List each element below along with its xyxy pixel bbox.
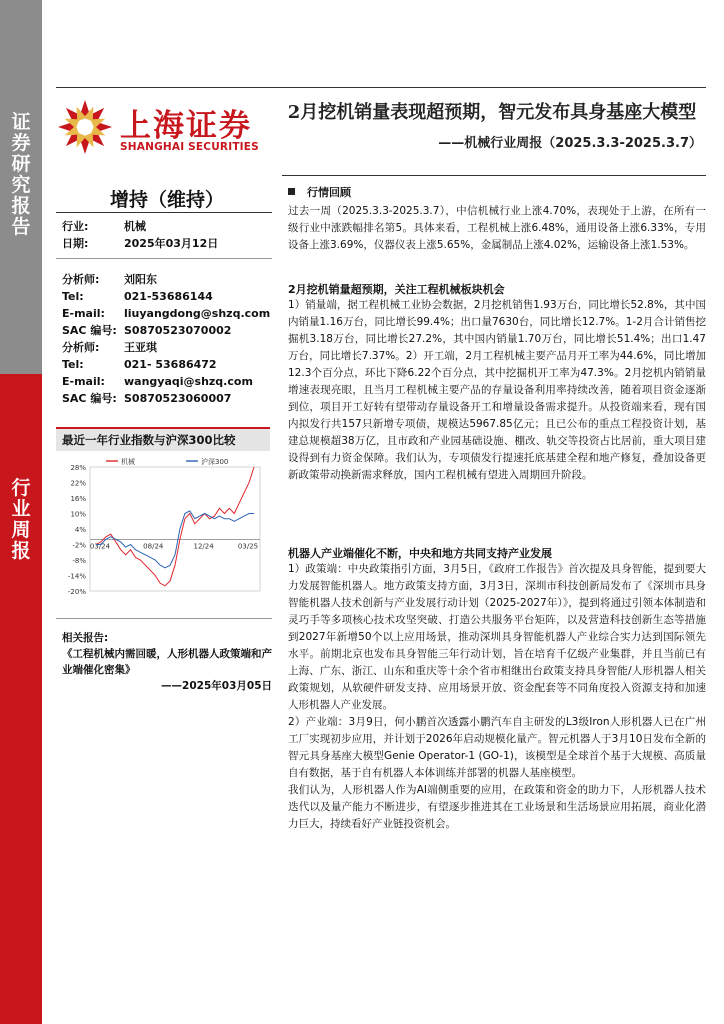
section-excavator-body: 1）销量端，据工程机械工业协会数据，2月挖机销售1.93万台，同比增长52.8%，其中国内销量1.16万台，同比增长99.4%；出口量7630台，同比增长12.7%。1-2月合计销售挖掘机3.18万台，同比增长27.2%，其中国内销量1.70万台，同比增长51.4%；出口1.47万台，同比增长7.37%。2）开工端，2月工程机械主要产品月开工率为44.6%，同比增加12.3个百分点，环比下降6.22个百分点，其中挖掘机开工率为47.3%。2月挖机内销销量增速表现亮眼，且当月工程机械主要产品的存量设备利用率持续改善，随着项目资金逐渐到位，项目开工好转有望带动存量设备开工和增量设备需求提升。从投资端来看，现有国内拟发行共157只新增专项债，规模达5967.85亿元；且已公布的重点工程投资计划，基建总规模超38万亿，且市政和产业园基础设施、棚改、轨交等投资占比居前，重大项目建设得到有力资金保障。我们认为，专项债发行提速托底基建全程和地产修复，叠加设备更新政策带动换新需求释放，国内工程机械有望进入周期回升阶段。 [288, 299, 706, 481]
chart-x-tick-label: 03/24 [89, 542, 111, 551]
chart-canvas [56, 453, 270, 609]
info-list [62, 218, 272, 252]
robot-conclusion-paragraph: 我们认为，人形机器人作为AI端侧重要的应用，在政策和资金的助力下，人形机器人技术迭代以及量产能力不断进步，有望逐步推进其在工业场景和生活场景应用拓展，商业化潜力巨大，持续看好产业链投资机会。 [288, 784, 706, 830]
chart-y-tick-label: -20% [67, 588, 86, 596]
chart-y-tick-label: 16% [70, 495, 86, 503]
title-underline [282, 175, 706, 176]
section-market-review-heading: 行情回顾 [288, 184, 351, 200]
related-label: 相关报告: [62, 632, 109, 644]
chart-y-tick-label: 10% [70, 510, 86, 519]
related-separator [56, 618, 272, 619]
analyst-row [62, 373, 272, 390]
report-title: 2月挖机销量表现超预期，智元发布具身基座大模型 [287, 102, 697, 123]
info-value: 2025年03月12日 [124, 237, 219, 250]
index-comparison-chart [56, 427, 270, 609]
sidebar-report-type-label: 证券研究报告 [11, 111, 31, 238]
analyst-row [62, 339, 272, 356]
related-report-date: ——2025年03月05日 [161, 680, 272, 692]
info-key: 行业: [62, 220, 89, 233]
robot-industry-paragraph: 2）产业端：3月9日，何小鹏首次透露小鹏汽车自主研发的L3级Iron人形机器人已在广州工厂实现初步应用，并计划于2026年启动规模化量产。智元机器人于3月10日发布全新的智元具身基座大模型Genie Operator-1 (GO-1)，该模型是全球首个基于大规模、高质量自有数据，基于自有机器人本体训练并部署的机器人基座模型。 [288, 716, 706, 779]
analyst-key: 分析师: [62, 273, 100, 286]
chart-box-title: 最近一年行业指数与沪深300比较 [56, 429, 270, 451]
chart-series-line-machinery [96, 467, 254, 586]
analyst-value[interactable]: liuyangdong@shzq.com [124, 307, 271, 320]
chart-legend-label: 机械 [121, 458, 135, 466]
analyst-value: 021-53686144 [124, 290, 213, 303]
analyst-key: SAC 编号: [62, 392, 117, 405]
rating-badge: 增持（维持） [109, 189, 224, 211]
robot-policy-paragraph: 1）政策端：中央政策指引方面，3月5日，《政府工作报告》首次提及具身智能，提到要大力发展智能机器人。地方政策支持方面，3月3日，深圳市科技创新局发布了《深圳市具身智能机器人技术创新与产业发展行动计划（2025-2027年）》，提到将通过引领本体制造和灵巧手等多项核心技术攻坚突破、打造公共服务平台矩阵，以及营造科技创新生态等措施到2027年新增50个以上应用场景，推动深圳具身智能机器人产业综合实力达到国际领先水平。前期北京也发布具身智能三年行动计划，旨在培育千亿级产业集群，并且当前已有上海、广东、浙江、山东和重庆等十余个省市相继出台政策支持具身智能/人形机器人相关政策规划，从软硬件研发支持、应用场景开放、资金配套等不同角度投入资源支持和加速人形机器人产业发展。 [288, 563, 706, 711]
analyst-value[interactable]: wangyaqi@shzq.com [124, 375, 253, 388]
analyst-key: E-mail: [62, 375, 105, 388]
analyst-row [62, 356, 272, 373]
report-subtitle: ——机械行业周报（2025.3.3-2025.3.7） [438, 136, 702, 151]
related-report-title[interactable]: 《工程机械内需回暖，人形机器人政策端和产业端催化密集》 [62, 648, 272, 676]
info-row [62, 218, 272, 235]
analyst-value: 021- 53686472 [124, 358, 217, 371]
bullet-square-icon [288, 188, 295, 195]
left-sidebar [0, 0, 42, 1024]
info-row [62, 235, 272, 252]
rating-underline [56, 212, 272, 213]
header-rule [56, 87, 706, 88]
info-underline [56, 258, 272, 259]
section-robot-body [288, 561, 706, 833]
analyst-value: S0870523070002 [124, 324, 232, 337]
chart-y-tick-label: -2% [72, 541, 86, 550]
analyst-key: E-mail: [62, 307, 105, 320]
chart-y-tick-label: 22% [70, 479, 86, 488]
analyst-list [62, 271, 272, 407]
chart-y-tick-label: 4% [74, 526, 86, 534]
analyst-row [62, 305, 272, 322]
analyst-row [62, 322, 272, 339]
sidebar-weekly-label: 行业周报 [11, 477, 31, 562]
logo-chinese-name: 上海证券 [120, 108, 252, 144]
section-market-review-body: 过去一周（2025.3.3-2025.3.7），中信机械行业上涨4.70%，表现处于上游，在所有一级行业中涨跌幅排名第5。具体来看，工程机械上涨6.48%，通用设备上涨6.33%，专用设备上涨3.69%，仪器仪表上涨5.65%，金属制品上涨4.02%，运输设备上涨1.53%。 [288, 205, 706, 251]
analyst-key: SAC 编号: [62, 324, 117, 337]
report-title-block [282, 100, 702, 151]
section-excavator-heading: 2月挖机销量超预期，关注工程机械板块机会 [288, 283, 505, 296]
section-robot-heading: 机器人产业端催化不断，中央和地方共同支持产业发展 [288, 547, 552, 560]
chart-x-tick-label: 12/24 [193, 542, 214, 551]
info-value: 机械 [124, 220, 146, 233]
analyst-key: Tel: [62, 290, 84, 303]
chart-plot-frame [90, 467, 260, 591]
analyst-row [62, 271, 272, 288]
analyst-row [62, 390, 272, 407]
chart-y-tick-label: 28% [70, 464, 86, 472]
company-logo [56, 92, 259, 162]
chart-legend-label: 沪深300 [201, 458, 229, 466]
chart-x-tick-label: 03/25 [237, 542, 259, 551]
chart-y-tick-label: -8% [72, 557, 86, 565]
analyst-value: S0870523060007 [124, 392, 232, 405]
analyst-key: 分析师: [62, 341, 100, 354]
info-key: 日期: [62, 237, 89, 250]
shanghai-securities-logo-icon [56, 98, 114, 156]
chart-y-tick-label: -14% [67, 572, 86, 581]
analyst-key: Tel: [62, 358, 84, 371]
analyst-value: 王亚琪 [124, 341, 157, 354]
logo-english-name: SHANGHAI SECURITIES [120, 141, 259, 153]
related-reports [62, 630, 272, 694]
chart-x-tick-label: 08/24 [143, 542, 164, 551]
analyst-row [62, 288, 272, 305]
analyst-value: 刘阳东 [124, 273, 157, 286]
